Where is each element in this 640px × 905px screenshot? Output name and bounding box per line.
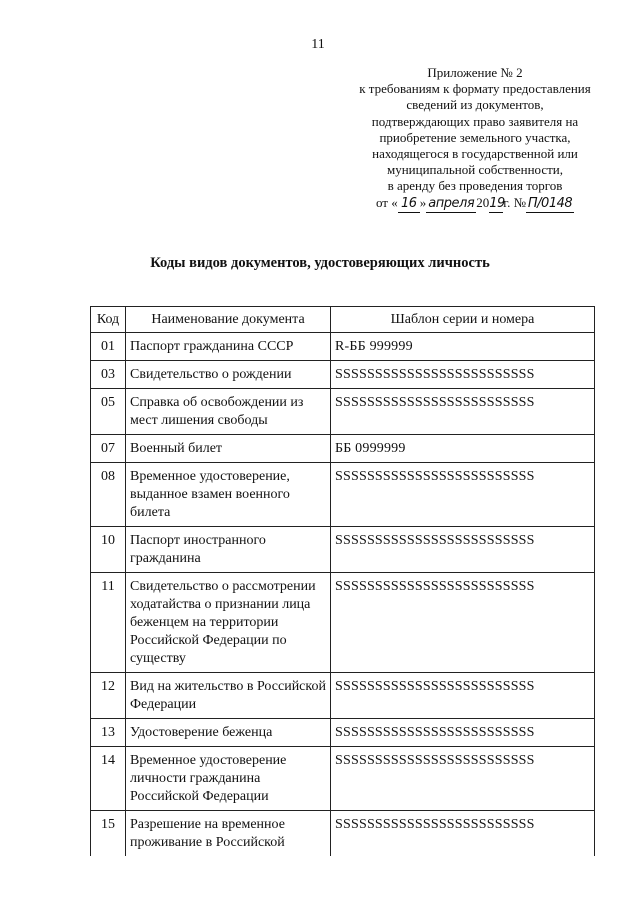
document-codes-table	[90, 306, 595, 856]
row-name: Паспорт иностранного гражданина	[126, 527, 331, 573]
page-number: 11	[311, 37, 325, 52]
table-row	[91, 811, 595, 857]
row-name: Свидетельство о рассмотрении ходатайства о признании лица беженцем на территории Российской Федерации по существу	[126, 573, 331, 673]
appendix-date-line	[340, 195, 610, 213]
row-code: 12	[91, 673, 126, 719]
row-name: Удостоверение беженца	[126, 719, 331, 747]
handwritten-number: П/0148	[526, 196, 574, 213]
row-template: SSSSSSSSSSSSSSSSSSSSSSSSS	[331, 811, 595, 857]
row-name: Военный билет	[126, 435, 331, 463]
row-code: 10	[91, 527, 126, 573]
appendix-line: сведений из документов,	[406, 97, 544, 113]
table-row	[91, 435, 595, 463]
appendix-block	[340, 65, 610, 213]
handwritten-year: 19	[489, 196, 503, 213]
table-row	[91, 333, 595, 361]
row-code: 03	[91, 361, 126, 389]
table-header-row	[91, 307, 595, 333]
row-name: Временное удостоверение личности гражданина Российской Федерации	[126, 747, 331, 811]
row-name: Временное удостоверение, выданное взамен военного билета	[126, 463, 331, 527]
handwritten-day: 16	[398, 196, 420, 213]
handwritten-month: апреля	[426, 196, 476, 213]
table-row	[91, 527, 595, 573]
table-row	[91, 361, 595, 389]
table-row	[91, 573, 595, 673]
table-row	[91, 463, 595, 527]
row-name: Вид на жительство в Российской Федерации	[126, 673, 331, 719]
row-template: SSSSSSSSSSSSSSSSSSSSSSSSS	[331, 673, 595, 719]
year-prefix: 20	[476, 194, 490, 210]
row-template: ББ 0999999	[331, 435, 595, 463]
row-code: 15	[91, 811, 126, 857]
appendix-line: приобретение земельного участка,	[379, 129, 571, 145]
header-template: Шаблон серии и номера	[331, 307, 595, 333]
row-template: SSSSSSSSSSSSSSSSSSSSSSSSS	[331, 361, 595, 389]
appendix-line: находящегося в государственной или	[372, 146, 578, 162]
row-template: SSSSSSSSSSSSSSSSSSSSSSSSS	[331, 527, 595, 573]
number-prefix: г. №	[503, 194, 527, 210]
appendix-line: муниципальной собственности,	[386, 162, 564, 178]
row-name: Паспорт гражданина СССР	[126, 333, 331, 361]
row-code: 07	[91, 435, 126, 463]
row-template: SSSSSSSSSSSSSSSSSSSSSSSSS	[331, 463, 595, 527]
row-name: Разрешение на временное проживание в Российской	[126, 811, 331, 857]
row-code: 01	[91, 333, 126, 361]
appendix-line: в аренду без проведения торгов	[387, 178, 563, 194]
date-mid: »	[419, 194, 427, 210]
document-title: Коды видов документов, удостоверяющих личность	[150, 255, 490, 271]
row-name: Справка об освобождении из мест лишения свободы	[126, 389, 331, 435]
row-code: 13	[91, 719, 126, 747]
row-template: SSSSSSSSSSSSSSSSSSSSSSSSS	[331, 573, 595, 673]
row-template: SSSSSSSSSSSSSSSSSSSSSSSSS	[331, 389, 595, 435]
date-prefix: от «	[375, 194, 398, 210]
row-template: R-ББ 999999	[331, 333, 595, 361]
appendix-line: Приложение № 2	[427, 65, 523, 80]
row-name: Свидетельство о рождении	[126, 361, 331, 389]
table-row	[91, 747, 595, 811]
table-row	[91, 389, 595, 435]
appendix-line: подтверждающих право заявителя на	[371, 113, 579, 129]
table-row	[91, 673, 595, 719]
row-template: SSSSSSSSSSSSSSSSSSSSSSSSS	[331, 747, 595, 811]
row-code: 11	[91, 573, 126, 673]
appendix-line: к требованиям к формату предоставления	[359, 81, 591, 97]
row-code: 14	[91, 747, 126, 811]
row-code: 08	[91, 463, 126, 527]
table-row	[91, 719, 595, 747]
header-code: Код	[91, 307, 126, 333]
row-template: SSSSSSSSSSSSSSSSSSSSSSSSS	[331, 719, 595, 747]
row-code: 05	[91, 389, 126, 435]
header-name: Наименование документа	[126, 307, 331, 333]
